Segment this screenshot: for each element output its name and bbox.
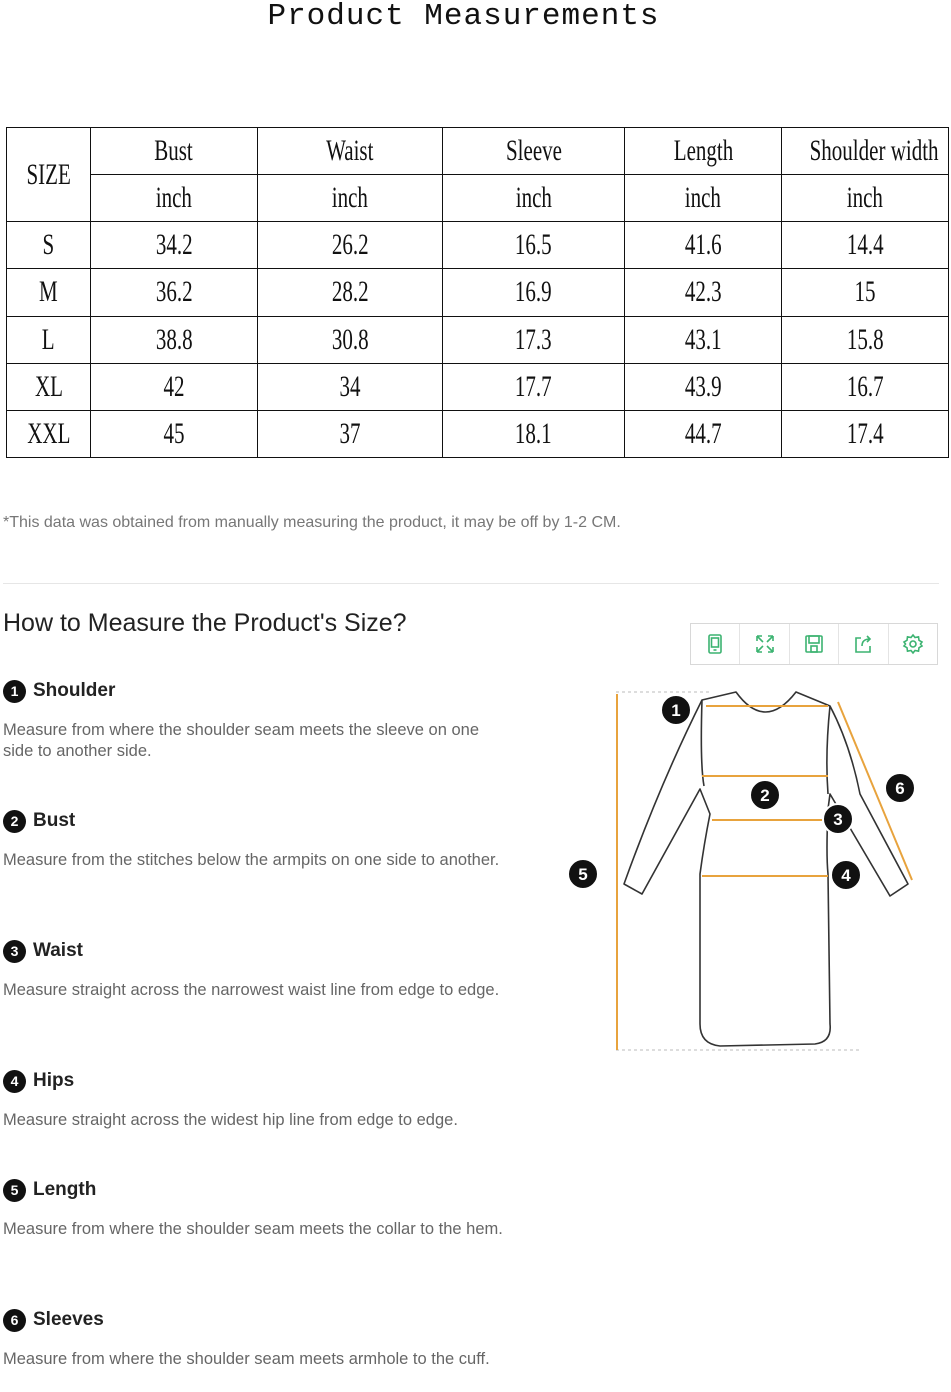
value-cell: 34 bbox=[258, 363, 443, 410]
value-cell: 26.2 bbox=[258, 222, 443, 269]
unit-cell: inch bbox=[258, 175, 443, 222]
guide-item-desc: Measure from where the shoulder seam meets armhole to the cuff. bbox=[3, 1350, 490, 1368]
value-cell: 37 bbox=[258, 410, 443, 457]
value-cell: 15.8 bbox=[782, 316, 949, 363]
value-cell: 43.1 bbox=[625, 316, 782, 363]
svg-text:3: 3 bbox=[833, 810, 843, 829]
table-row bbox=[7, 222, 949, 269]
size-cell: S bbox=[7, 222, 91, 269]
guide-item-head bbox=[3, 1068, 513, 1094]
guide-item-head bbox=[3, 1307, 513, 1333]
svg-text:6: 6 bbox=[895, 779, 905, 798]
share-icon bbox=[852, 633, 874, 655]
value-cell: 45 bbox=[91, 410, 258, 457]
guide-item-head bbox=[3, 808, 513, 834]
tablet-button[interactable] bbox=[691, 624, 740, 664]
guide-item bbox=[3, 1177, 513, 1240]
share-button[interactable] bbox=[839, 624, 888, 664]
guide-item-desc: Measure from where the shoulder seam meets the collar to the hem. bbox=[3, 1220, 503, 1238]
table-row bbox=[7, 410, 949, 457]
settings-icon bbox=[902, 633, 924, 655]
value-cell: 28.2 bbox=[258, 269, 443, 316]
dress-outline bbox=[624, 692, 908, 1046]
guide-item bbox=[3, 1307, 513, 1370]
value-cell: 34.2 bbox=[91, 222, 258, 269]
expand-button[interactable] bbox=[740, 624, 789, 664]
value-cell: 14.4 bbox=[782, 222, 949, 269]
marker-5 bbox=[568, 859, 598, 889]
expand-icon bbox=[754, 633, 776, 655]
guide-item-label: Bust bbox=[33, 810, 76, 831]
step-number-badge: 5 bbox=[3, 1179, 26, 1202]
guide-item bbox=[3, 678, 513, 762]
step-number-badge: 4 bbox=[3, 1070, 26, 1093]
value-cell: 15 bbox=[782, 269, 949, 316]
size-header-cell: SIZE bbox=[7, 128, 91, 222]
guide-item-head bbox=[3, 678, 513, 704]
value-cell: 30.8 bbox=[258, 316, 443, 363]
size-cell: L bbox=[7, 316, 91, 363]
value-cell: 18.1 bbox=[443, 410, 625, 457]
column-header-cell: Bust bbox=[91, 128, 258, 175]
step-number-badge: 2 bbox=[3, 810, 26, 833]
column-header-cell: Length bbox=[625, 128, 782, 175]
unit-cell: inch bbox=[443, 175, 625, 222]
marker-6 bbox=[885, 773, 915, 803]
tablet-icon bbox=[704, 633, 726, 655]
guide-item-label: Sleeves bbox=[33, 1309, 104, 1330]
marker-2 bbox=[750, 780, 780, 810]
table-unit-row bbox=[7, 175, 949, 222]
table-header-row bbox=[7, 128, 949, 175]
value-cell: 17.3 bbox=[443, 316, 625, 363]
marker-4 bbox=[831, 860, 861, 890]
marker-3 bbox=[823, 804, 853, 834]
value-cell: 16.9 bbox=[443, 269, 625, 316]
unit-cell: inch bbox=[782, 175, 949, 222]
svg-text:5: 5 bbox=[578, 865, 588, 884]
table-row bbox=[7, 269, 949, 316]
guide-item bbox=[3, 938, 513, 1001]
save-button[interactable] bbox=[790, 624, 839, 664]
table-row bbox=[7, 316, 949, 363]
svg-text:4: 4 bbox=[841, 866, 851, 885]
guide-item-desc: Measure from the stitches below the armpits on one side to another. bbox=[3, 851, 500, 869]
size-cell: XXL bbox=[7, 410, 91, 457]
value-cell: 36.2 bbox=[91, 269, 258, 316]
value-cell: 42 bbox=[91, 363, 258, 410]
step-number-badge: 1 bbox=[3, 680, 26, 703]
measure-lines bbox=[617, 694, 912, 1050]
guide-item-desc: Measure straight across the narrowest waist line from edge to edge. bbox=[3, 981, 500, 999]
guide-item-label: Length bbox=[33, 1179, 97, 1200]
measurement-note: *This data was obtained from manually measuring the product, it may be off by 1-2 CM. bbox=[3, 514, 621, 531]
guide-item-desc: Measure straight across the widest hip line from edge to edge. bbox=[3, 1111, 458, 1129]
column-header-cell: Shoulder width bbox=[782, 128, 949, 175]
svg-text:2: 2 bbox=[760, 786, 770, 805]
settings-button[interactable] bbox=[889, 624, 937, 664]
table-row bbox=[7, 363, 949, 410]
guide-item-head bbox=[3, 938, 513, 964]
size-table bbox=[6, 127, 949, 458]
guide-item-head bbox=[3, 1177, 513, 1203]
value-cell: 16.7 bbox=[782, 363, 949, 410]
save-icon bbox=[803, 633, 825, 655]
value-cell: 16.5 bbox=[443, 222, 625, 269]
section-divider bbox=[3, 583, 939, 584]
page-title: Product Measurements bbox=[267, 0, 660, 34]
marker-1 bbox=[661, 695, 691, 725]
value-cell: 42.3 bbox=[625, 269, 782, 316]
guide-item-label: Shoulder bbox=[33, 680, 116, 701]
size-cell: M bbox=[7, 269, 91, 316]
value-cell: 17.4 bbox=[782, 410, 949, 457]
guide-item-label: Hips bbox=[33, 1070, 75, 1091]
column-header-cell: Waist bbox=[258, 128, 443, 175]
guide-item-label: Waist bbox=[33, 940, 83, 961]
step-number-badge: 6 bbox=[3, 1309, 26, 1332]
value-cell: 41.6 bbox=[625, 222, 782, 269]
unit-cell: inch bbox=[625, 175, 782, 222]
howto-heading: How to Measure the Product's Size? bbox=[3, 609, 407, 637]
unit-cell: inch bbox=[91, 175, 258, 222]
guide-item-desc: Measure from where the shoulder seam meets the sleeve on one side to another side. bbox=[3, 721, 480, 760]
guide-item bbox=[3, 808, 513, 871]
svg-text:1: 1 bbox=[671, 701, 681, 720]
image-toolbar bbox=[690, 623, 938, 665]
value-cell: 44.7 bbox=[625, 410, 782, 457]
dress-diagram bbox=[560, 684, 930, 1064]
value-cell: 38.8 bbox=[91, 316, 258, 363]
step-number-badge: 3 bbox=[3, 940, 26, 963]
column-header-cell: Sleeve bbox=[443, 128, 625, 175]
value-cell: 43.9 bbox=[625, 363, 782, 410]
guide-item bbox=[3, 1068, 513, 1131]
value-cell: 17.7 bbox=[443, 363, 625, 410]
size-cell: XL bbox=[7, 363, 91, 410]
